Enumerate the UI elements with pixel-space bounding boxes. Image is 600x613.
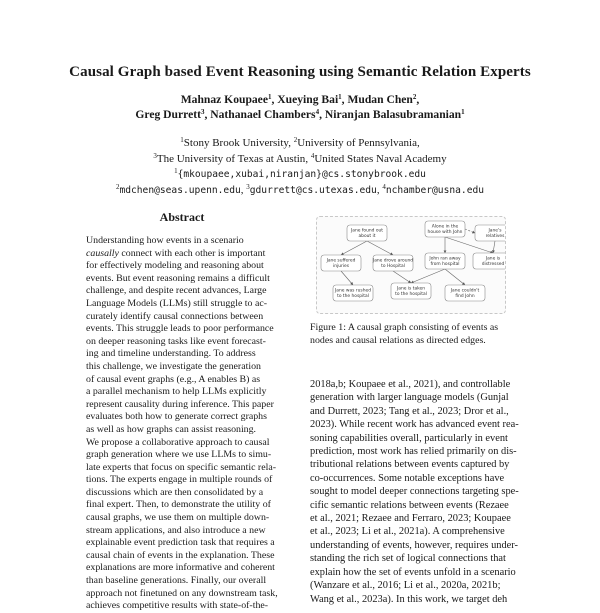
abstract-line: We propose a collaborative approach to causal	[86, 436, 270, 448]
graph-edge	[393, 271, 411, 283]
graph-node	[372, 255, 413, 271]
graph-node	[425, 221, 465, 237]
email-usna: nchamber@usna.edu	[385, 184, 485, 196]
graph-node-label: Jane's	[488, 228, 502, 234]
graph-node-label: from hospital	[430, 262, 460, 267]
body-text-line: prediction, most work has relied primarily on dis-	[310, 446, 517, 458]
author-line-1: Mahnaz Koupaee$^1$, Xueying Bai$^1$, Mudan Chen$^2$,	[180, 93, 420, 106]
abstract-line: stream applications, and also introduce a new	[86, 524, 266, 536]
author-line-2: Greg Durrett$^3$, Nathanael Chambers$^4$, Niranjan Balasubramanian$^1$	[135, 108, 465, 121]
affiliation-name: University of Pennsylvania	[297, 137, 417, 149]
graph-node-label: Jane is	[485, 256, 501, 262]
abstract-line: events. But event reasoning remains a difficult	[86, 272, 270, 284]
graph-node-label: distressed	[481, 262, 505, 267]
abstract-line: causal graphs, we use them on multiple down-	[86, 512, 270, 524]
author-name: Nathanael Chambers	[210, 108, 316, 121]
affiliation-line-2: $^3$The University of Texas at Austin, $^4$United States Naval Academy	[153, 151, 447, 165]
abstract-line: final expert. Then, to demonstrate the utility of	[86, 499, 271, 511]
body-text-line: et al., 2023; Li et al., 2021a). A comprehensive	[310, 526, 505, 538]
abstract-line: than baseline generations. Finally, our overall	[86, 575, 267, 587]
graph-node	[425, 253, 465, 269]
graph-node-label: Jane was rushed	[335, 288, 371, 294]
affil-sup: 1	[180, 136, 184, 144]
graph-node	[321, 255, 361, 271]
abstract-line: causal chain of events in the explanation. These	[86, 549, 275, 561]
body-text-line: (Wanzare et al., 2016; Li et al., 2020a, 2021b;	[310, 580, 501, 592]
abstract-line: evaluates both how to generate correct graphs	[86, 411, 267, 423]
affil-sup: 3	[153, 151, 157, 160]
graph-node-label: John ran away	[429, 256, 461, 262]
body-text-line: 2023). While recent work has advanced event rea-	[310, 419, 519, 431]
author-affil-sup: 3	[200, 108, 205, 116]
abstract-line: this challenge, we investigate the generation	[86, 360, 261, 372]
abstract-line: for effectively modeling and reasoning about	[86, 260, 264, 272]
graph-edge	[465, 229, 475, 233]
author-affil-sup: 4	[315, 108, 320, 116]
author-name: Niranjan Balasubramanian	[324, 108, 462, 121]
abstract-line: late experts that focus on specific semantic rela-	[86, 461, 277, 473]
author-name: Greg Durrett	[135, 108, 201, 121]
body-text-line: sought to model deeper connections targeting spe-	[310, 486, 519, 498]
body-text-line: soning capabilities overall, particularly in event	[310, 432, 508, 444]
body-text-line: understanding of events, however, requires under-	[310, 539, 518, 551]
email-sup: 3	[246, 182, 250, 191]
graph-node-label: Alone in the	[431, 224, 459, 230]
causal-graph-svg	[317, 217, 505, 313]
graph-node	[333, 285, 373, 301]
graph-edge	[341, 271, 353, 285]
abstract-line: approach not finetuned on any downstream task,	[86, 587, 278, 599]
email-line-1	[0, 167, 600, 183]
graph-node-label: relatives	[485, 234, 505, 239]
graph-node-label: to the hospital	[337, 294, 369, 299]
graph-node-label: find John	[455, 294, 475, 299]
abstract-line: Language Models (LLMs) still struggle to ac-	[86, 297, 267, 309]
author-affil-sup: 2	[412, 93, 417, 101]
abstract-line: achieves competitive results with state-of-the-	[86, 600, 269, 612]
graph-node-label: Jane found out	[350, 228, 384, 234]
affiliation-line-1: $^1$Stony Brook University, $^2$University of Pennsylvania,	[180, 136, 420, 149]
body-text-line: tributional relations between events captured by	[310, 459, 510, 471]
author-name: Mudan Chen	[347, 93, 413, 106]
author-affil-sup: 1	[267, 93, 272, 101]
body-text-line: and Durrett, 2023; Tang et al., 2023; Dror et al.,	[310, 405, 509, 417]
graph-node-label: to the hospital	[395, 292, 427, 297]
affiliation-block	[0, 136, 600, 198]
abstract-line: ing and timeline understanding. To address	[86, 348, 256, 360]
body-text-line: explain how the set of events unfold in a scenario	[310, 566, 516, 578]
abstract-line: of causal event graphs (e.g., A enables B) as	[86, 373, 261, 385]
author-affil-sup: 1	[461, 108, 465, 116]
graph-node-label: injuries	[332, 264, 350, 269]
graph-node-label: about it	[358, 234, 376, 239]
paper-title: Causal Graph based Event Reasoning using Semantic Relation Experts	[69, 64, 531, 80]
email-sup: 2	[115, 182, 120, 191]
affil-sup: 4	[310, 151, 315, 160]
graph-edge	[445, 269, 465, 285]
abstract-line: causally connect with each other is important	[86, 247, 266, 259]
affiliation-name: The University of Texas at Austin	[156, 152, 306, 165]
graph-node	[347, 225, 387, 241]
abstract-line: explainable event prediction task that requires a	[86, 537, 275, 549]
affiliation-name: Stony Brook University	[183, 137, 289, 149]
body-text-line: Wang et al., 2023a). In this work, we target deh	[310, 593, 508, 605]
abstract-line: as well as how graphs can assist reasoning.	[86, 423, 257, 435]
graph-node	[391, 283, 431, 299]
causal-graph-figure	[316, 216, 506, 314]
abstract-line: challenge, and despite recent advances, Large	[86, 285, 267, 297]
body-text-line: cific semantic relations between events (Rezaee	[310, 499, 509, 511]
abstract-line: events. This struggle leads to poor performance	[86, 323, 274, 335]
abstract-body	[86, 235, 278, 613]
graph-node-label: Jane drove around	[372, 258, 414, 264]
affiliation-name: United States Naval Academy	[314, 152, 447, 165]
email-line-2: $^2$mdchen@seas.upenn.edu, $^3$gdurrett@cs.utexas.edu, $^4$nchamber@usna.edu	[115, 182, 485, 196]
email-stonybrook: {mkoupaee,xubai,niranjan}@cs.stonybrook.edu	[177, 169, 426, 180]
body-text-line: co-occurrences. Some notable exceptions have	[310, 472, 505, 484]
abstract-line: on deeper reasoning tasks like event forecast-	[86, 335, 266, 347]
email-upenn: mdchen@seas.upenn.edu	[119, 184, 241, 196]
body-text-line: generation with larger language models (Gunjal	[310, 392, 509, 404]
graph-node	[475, 225, 505, 241]
graph-node-label: Jane couldn't	[450, 288, 480, 294]
abstract-line: a parallel mechanism to help LLMs explicitly	[86, 386, 267, 398]
right-column-body	[310, 378, 519, 606]
abstract-line: Understanding how events in a scenario	[86, 235, 244, 246]
abstract-line: represent causality during inference. This paper	[86, 398, 274, 410]
body-text-line: et al., 2021; Rezaee and Ferraro, 2023; Koupaee	[310, 513, 511, 525]
graph-node	[473, 253, 505, 269]
affil-sup: 2	[293, 136, 298, 144]
abstract-line: curately identify causal connections between	[86, 310, 264, 322]
abstract-heading: Abstract	[159, 210, 205, 224]
graph-edge	[367, 241, 393, 255]
body-text-line: 2018a,b; Koupaee et al., 2021), and controllable	[310, 379, 511, 390]
abstract-line: tions. The experts engage in multiple rounds of	[86, 474, 273, 486]
author-name: Xueying Bai	[277, 93, 339, 106]
email-sup: 4	[382, 182, 386, 191]
abstract-line: discussions which are then consolidated by a	[86, 486, 264, 498]
abstract-line: explanations are more informative and coherent	[86, 562, 275, 574]
body-text-line: standing the rich set of logical connections that	[310, 553, 506, 565]
graph-node	[445, 285, 485, 301]
figure-caption: Figure 1: A causal graph consisting of events as nodes and causal relations as directed edges.	[310, 322, 499, 346]
graph-edge	[411, 269, 445, 283]
email-utexas: gdurrett@cs.utexas.edu	[249, 184, 377, 196]
author-affil-sup: 1	[338, 93, 342, 101]
graph-node-label: to Hospital	[381, 264, 405, 269]
author-name: Mahnaz Koupaee	[180, 93, 268, 106]
graph-node-label: house with John	[427, 230, 463, 235]
graph-node-label: Jane suffered	[326, 258, 356, 264]
abstract-line: graph generation where we use LLMs to simu-	[86, 449, 272, 461]
graph-edge	[493, 241, 495, 253]
author-list	[0, 92, 600, 122]
graph-node-label: Jane is taken	[396, 286, 426, 292]
email-sup: 1	[174, 167, 178, 175]
graph-edge	[341, 241, 367, 255]
